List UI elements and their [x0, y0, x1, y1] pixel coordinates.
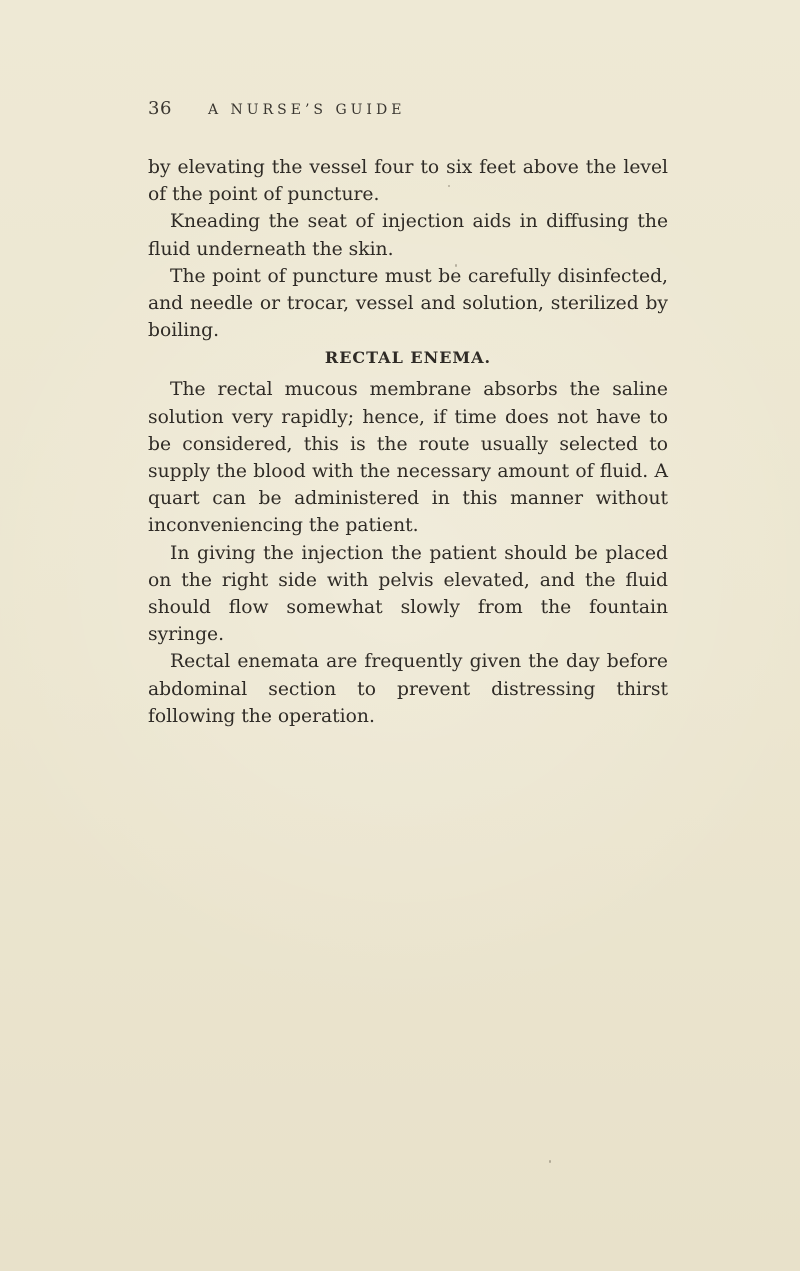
paragraph-injection-position: In giving the injection the patient should be placed on the right side with pelvis elevated, and the fluid should flow somewhat slowly from the fountain syringe. — [148, 542, 668, 646]
paragraph-rectal-absorption: The rectal mucous membrane absorbs the saline solution very rapidly; hence, if time does not have to be considered, this is the route usually selected to supply the blood with the necessary amount of fluid. A quart can be administered in this manner without inconveniencing the patient. — [148, 379, 668, 537]
paper-speck — [448, 185, 450, 187]
paper-speck — [455, 264, 457, 267]
paragraph-rectal-enemata: Rectal enemata are frequently given the day before abdominal section to prevent distressing thirst following the operation. — [148, 651, 668, 727]
paper-speck — [549, 1160, 551, 1163]
section-heading: RECTAL ENEMA. — [324, 348, 492, 368]
page-body — [148, 154, 668, 730]
page-number: 36 — [148, 98, 172, 119]
running-head: A NURSE’S GUIDE — [208, 102, 406, 118]
paragraph-continuation: by elevating the vessel four to six feet above the level of the point of puncture. — [148, 157, 668, 206]
page-header — [148, 97, 668, 121]
paragraph-disinfection: The point of puncture must be carefully disinfected, and needle or trocar, vessel and solution, sterilized by boiling. — [148, 265, 668, 342]
paragraph-kneading: Kneading the seat of injection aids in diffusing the fluid underneath the skin. — [148, 211, 668, 260]
